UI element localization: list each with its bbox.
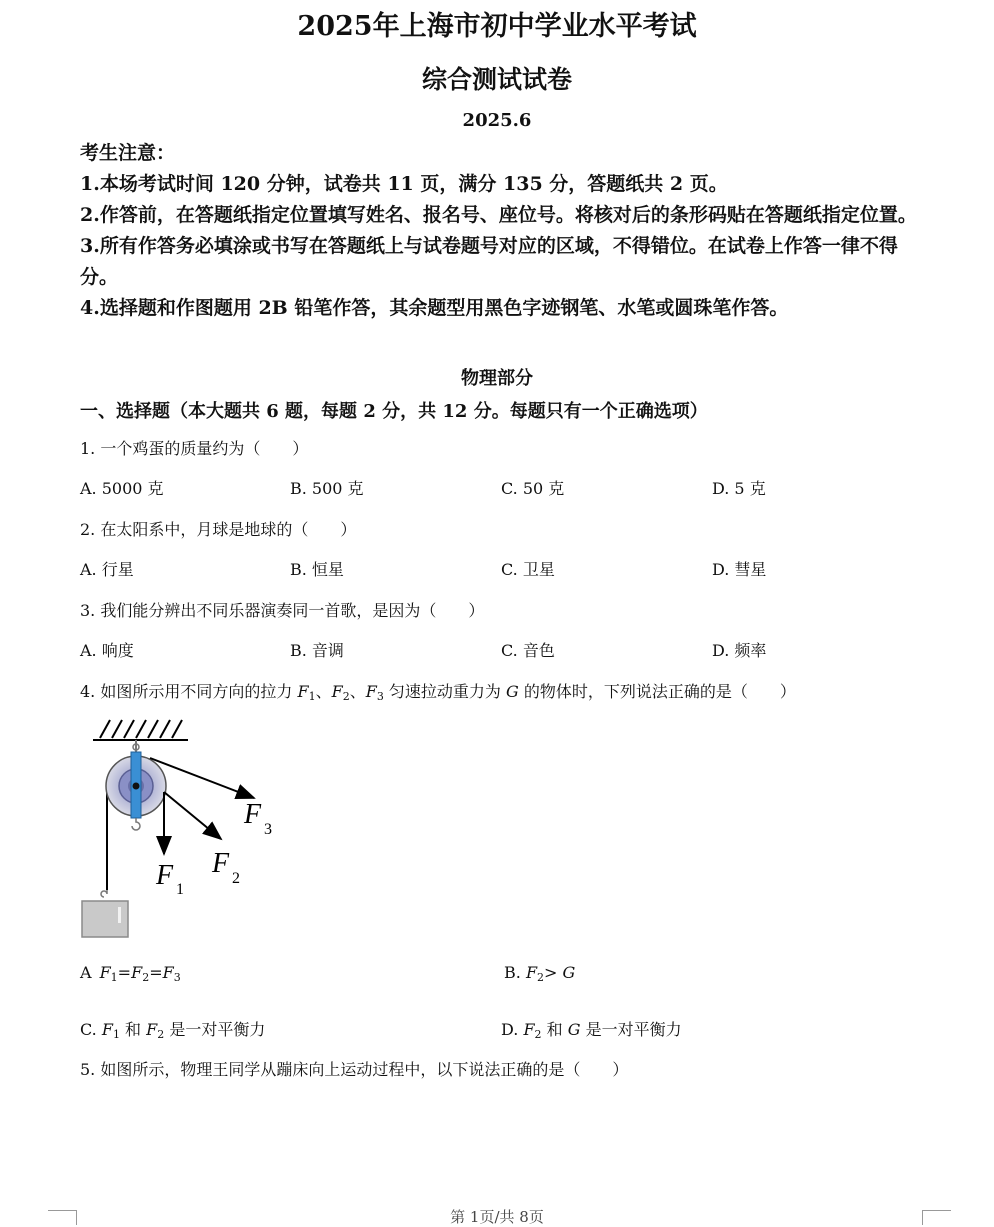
q3-option-c[interactable]: C. 音色 bbox=[501, 641, 555, 660]
q4-option-a[interactable]: A $F_1=F_2=F_3$ bbox=[80, 963, 181, 984]
q3-option-a[interactable]: A. 响度 bbox=[80, 641, 134, 660]
question-2: 2. 在太阳系中，月球是地球的（ ） bbox=[80, 520, 357, 539]
q2-option-d[interactable]: D. 彗星 bbox=[712, 560, 767, 579]
q4-option-c[interactable]: C. $F_1$ 和 $F_2$ 是一对平衡力 bbox=[80, 1020, 266, 1041]
q4-option-b[interactable]: B. $F_2> G$ bbox=[504, 963, 576, 984]
q1-option-c[interactable]: C. 50 克 bbox=[501, 479, 565, 498]
q3-option-b[interactable]: B. 音调 bbox=[290, 641, 344, 660]
exam-subtitle: 综合测试试卷 bbox=[421, 65, 572, 94]
notice-heading: 考生注意： bbox=[80, 142, 176, 164]
notice-item: 3.所有作答务必填涂或书写在答题纸上与试卷题号对应的区域，不得错位。在试卷上作答一律不得分。 bbox=[80, 235, 898, 288]
notice-item: 2.作答前，在答题纸指定位置填写姓名、报名号、座位号。将核对后的条形码贴在答题纸指定位置。 bbox=[80, 204, 917, 226]
label-f3-sub: 3 bbox=[264, 821, 272, 838]
question-1: 1. 一个鸡蛋的质量约为（ ） bbox=[80, 439, 309, 458]
label-f1-sub: 1 bbox=[176, 881, 184, 898]
q3-option-d[interactable]: D. 频率 bbox=[712, 641, 767, 660]
q2-option-c[interactable]: C. 卫星 bbox=[501, 560, 555, 579]
label-f2: F bbox=[212, 848, 230, 879]
q1-option-d[interactable]: D. 5 克 bbox=[712, 479, 766, 498]
label-f2-sub: 2 bbox=[232, 870, 240, 887]
page-footer: 第 1页/共 8页 bbox=[450, 1208, 544, 1226]
question-3: 3. 我们能分辨出不同乐器演奏同一首歌，是因为（ ） bbox=[80, 601, 485, 620]
question-4: 4. 如图所示用不同方向的拉力 $F_1$、$F_2$、$F_3$ 匀速拉动重力为 G 的物体时，下列说法正确的是（ ） bbox=[80, 682, 796, 703]
q4-option-d[interactable]: D. $F_2$ 和 G 是一对平衡力 bbox=[501, 1020, 682, 1041]
section-heading: 一、选择题（本大题共 6 题，每题 2 分，共 12 分。每题只有一个正确选项） bbox=[80, 401, 708, 422]
notice bbox=[80, 138, 926, 324]
weight-block bbox=[82, 901, 128, 937]
question-5: 5. 如图所示，物理王同学从蹦床向上运动过程中，以下说法正确的是（ ） bbox=[80, 1060, 629, 1079]
ceiling-hatch bbox=[93, 720, 188, 740]
label-f3: F bbox=[244, 799, 262, 830]
exam-title: 2025年上海市初中学业水平考试 bbox=[297, 11, 697, 42]
pulley-figure bbox=[78, 712, 298, 947]
part-title: 物理部分 bbox=[461, 368, 533, 389]
q1-option-b[interactable]: B. 500 克 bbox=[290, 479, 364, 498]
exam-date: 2025.6 bbox=[462, 110, 532, 131]
label-f1: F bbox=[156, 860, 174, 891]
q2-option-b[interactable]: B. 恒星 bbox=[290, 560, 344, 579]
q1-option-a[interactable]: A. 5000 克 bbox=[80, 479, 164, 498]
q2-option-a[interactable]: A. 行星 bbox=[80, 560, 134, 579]
force-f2-arrow bbox=[164, 792, 221, 839]
notice-item: 4.选择题和作图题用 2B 铅笔作答，其余题型用黑色字迹钢笔、水笔或圆珠笔作答。 bbox=[80, 297, 789, 319]
notice-item: 1.本场考试时间 120 分钟，试卷共 11 页，满分 135 分，答题纸共 2 页。 bbox=[80, 173, 728, 195]
